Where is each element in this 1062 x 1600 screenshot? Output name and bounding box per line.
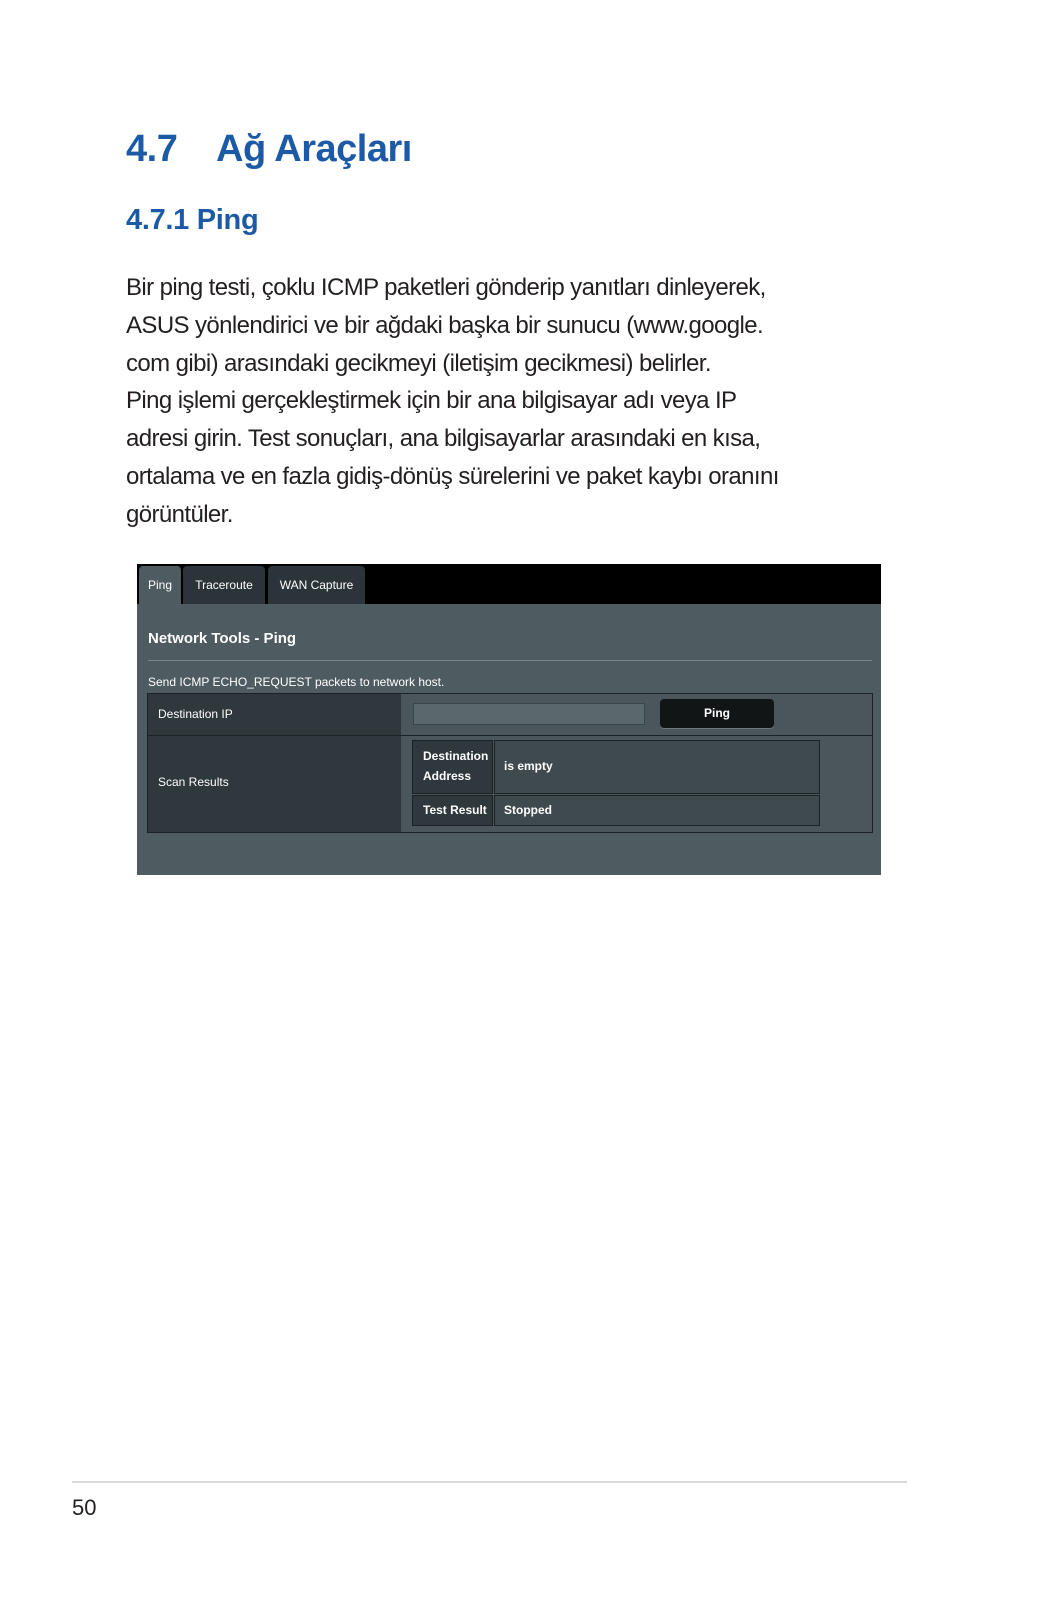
- ping-form: [147, 693, 873, 833]
- section-heading: [126, 128, 412, 171]
- paragraph-line: görüntüler.: [126, 500, 233, 528]
- test-result-label: [412, 795, 493, 826]
- tab-bar: [137, 564, 881, 604]
- paragraph-line: Ping işlemi gerçekleştirmek için bir ana bilgisayar adı veya IP: [126, 387, 737, 415]
- title-divider: [148, 660, 872, 661]
- paragraph-line: com gibi) arasındaki gecikmeyi (iletişim gecikmesi) belirler.: [126, 349, 711, 377]
- network-tools-screenshot: [137, 564, 881, 875]
- panel-description: Send ICMP ECHO_REQUEST packets to network host.: [148, 675, 445, 689]
- destination-address-value: [494, 740, 820, 794]
- dest-address-label-line: Address: [423, 769, 472, 783]
- dest-address-value-text: is empty: [504, 759, 553, 773]
- test-result-label-text: Test Result: [423, 803, 487, 817]
- dest-address-label-line: Destination: [423, 749, 489, 763]
- page-number: 50: [72, 1495, 97, 1520]
- test-result-value: [494, 795, 820, 826]
- ping-button[interactable]: Ping: [660, 699, 774, 728]
- test-result-value-text: Stopped: [504, 803, 552, 817]
- section-title: Ağ Araçları: [216, 128, 412, 170]
- row-divider: [148, 735, 872, 736]
- tab-ping[interactable]: Ping: [139, 566, 181, 604]
- destination-ip-input[interactable]: [413, 703, 645, 725]
- destination-ip-label: Destination IP: [158, 707, 233, 721]
- destination-address-label: [412, 740, 493, 794]
- panel-title: Network Tools - Ping: [148, 630, 297, 647]
- tab-wan-capture[interactable]: WAN Capture: [268, 566, 365, 604]
- paragraph-line: ASUS yönlendirici ve bir ağdaki başka bir sunucu (www.google.: [126, 311, 764, 339]
- paragraph-line: Bir ping testi, çoklu ICMP paketleri gönderip yanıtları dinleyerek,: [126, 274, 766, 301]
- subsection-heading: 4.7.1 Ping: [126, 204, 259, 236]
- scan-results-label: Scan Results: [158, 775, 229, 789]
- tab-traceroute[interactable]: Traceroute: [183, 566, 265, 604]
- results-table: [412, 740, 820, 826]
- section-number: 4.7: [126, 128, 178, 170]
- footer-divider: [72, 1481, 907, 1483]
- paragraph-line: adresi girin. Test sonuçları, ana bilgisayarlar arasındaki en kısa,: [126, 425, 761, 453]
- body-paragraph: [126, 269, 916, 534]
- paragraph-line: ortalama ve en fazla gidiş-dönüş sürelerini ve paket kaybı oranını: [126, 462, 779, 490]
